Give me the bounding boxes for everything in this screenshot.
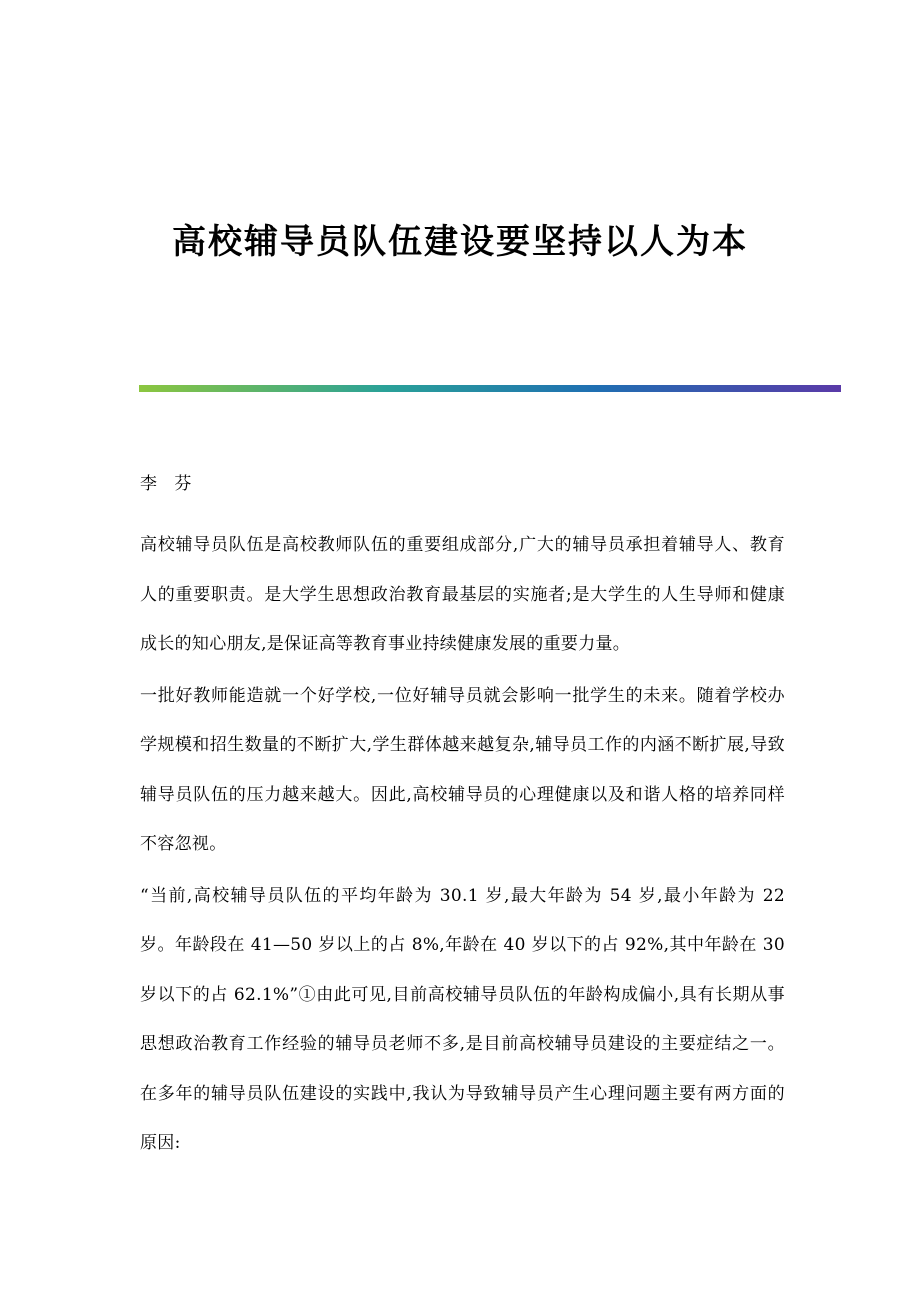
paragraph: “当前,高校辅导员队伍的平均年龄为 30.1 岁,最大年龄为 54 岁,最小年龄为 22 岁。年龄段在 41—50 岁以上的占 8%,年龄在 40 岁以下的占 92%,其中年龄在 30 岁以下的占 62.1%”①由此可见,目前高校辅导员队伍的年龄构成偏小,具有长期从事思想政治教育工作经验的辅导员老师不多,是目前高校辅导员建设的主要症结之一。在多年的辅导员队伍建设的实践中,我认为导致辅导员产生心理问题主要有两方面的原因: (140, 885, 785, 1153)
document-title: 高校辅导员队伍建设要坚持以人为本 (172, 222, 748, 262)
paragraph: 高校辅导员队伍是高校教师队伍的重要组成部分,广大的辅导员承担着辅导人、教育人的重要职责。是大学生思想政治教育最基层的实施者;是大学生的人生导师和健康成长的知心朋友,是保证高等教育事业持续健康发展的重要力量。 (140, 535, 785, 654)
paragraph: 一批好教师能造就一个好学校,一位好辅导员就会影响一批学生的未来。随着学校办学规模和招生数量的不断扩大,学生群体越来越复杂,辅导员工作的内涵不断扩展,导致辅导员队伍的压力越来越大。因此,高校辅导员的心理健康以及和谐人格的培养同样不容忽视。 (140, 685, 785, 854)
body-text (140, 521, 785, 1171)
title-divider (139, 385, 841, 392)
author-name: 李 芬 (140, 474, 198, 494)
